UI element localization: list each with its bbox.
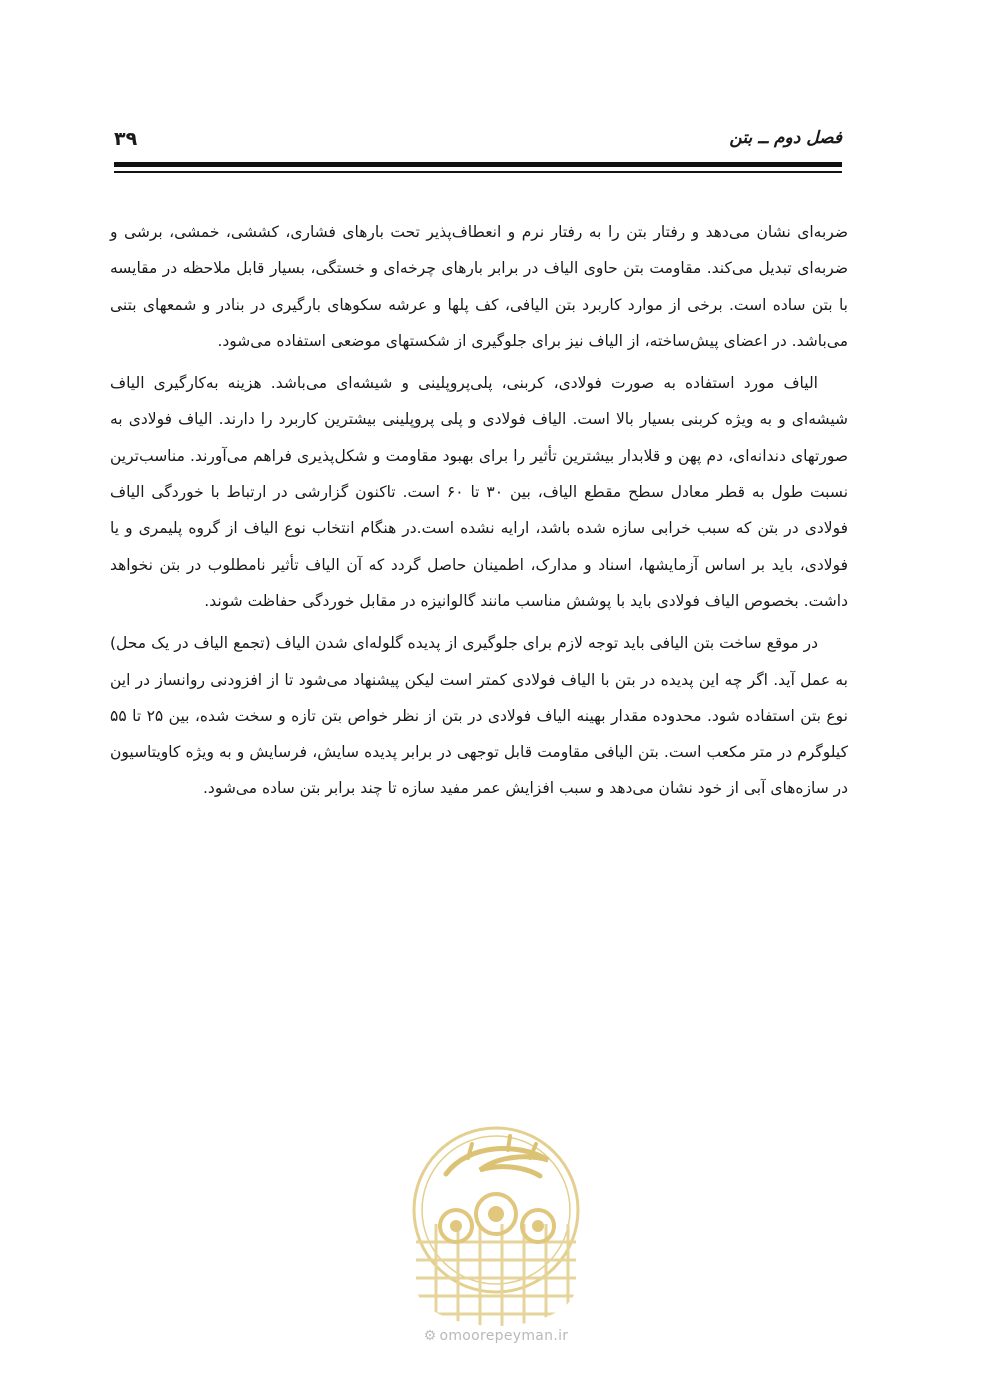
body-text (110, 214, 848, 813)
paragraph-1: ضربه‌ای نشان می‌دهد و رفتار بتن را به رفتار نرم و انعطاف‌پذیر تحت بارهای فشاری، کششی، خمشی، برشی و ضربه‌ای تبدیل می‌کند. مقاومت بتن حاوی الیاف در برابر بارهای چرخه‌ای و خستگی، بسیار قابل ملاحظه در مقایسه با بتن ساده است. برخی از موارد کاربرد بتن الیافی، کف پلها و عرشه سکوهای بارگیری در بنادر و شمعهای بتنی می‌باشد. در اعضای پیش‌ساخته، از الیاف نیز برای جلوگیری از شکستهای موضعی استفاده می‌شود. (110, 223, 848, 350)
page-header (114, 128, 842, 158)
page-number: ۳۹ (114, 128, 138, 150)
header-rule-thin (114, 171, 842, 173)
paragraph-2: الیاف مورد استفاده به صورت فولادی، کربنی، پلی‌پروپلینی و شیشه‌ای می‌باشد. هزینه به‌کارگیری الیاف شیشه‌ای و به ویژه کربنی بسیار بالا است. الیاف فولادی و پلی پروپلینی بیشترین کاربرد را دارند. الیاف فولادی به صورتهای دندانه‌ای، دم پهن و قلابدار بیشترین تأثیر را برای بهبود مقاومت و شکل‌پذیری فراهم می‌آورند. مناسب‌ترین نسبت طول به قطر معادل سطح مقطع الیاف، بین ۳۰ تا ۶۰ است. تاکنون گزارشی در ارتباط با خوردگی الیاف فولادی در بتن که سبب خرابی سازه شده باشد، ارایه نشده است.در هنگام انتخاب نوع الیاف از گروه پلیمری و یا فولادی، باید بر اساس آزمایشها، اسناد و مدارک، اطمینان حاصل گردد که آن الیاف تأثیر نامطلوب در بتن نخواهد داشت. بخصوص الیاف فولادی باید با پوشش مناسب مانند گالوانیزه در مقابل خوردگی حفاظت شوند. (110, 374, 849, 610)
paragraph-3: در موقع ساخت بتن الیافی باید توجه لازم برای جلوگیری از پدیده گلوله‌ای شدن الیاف (تجمع الیاف در یک محل) به عمل آید. اگر چه این پدیده در بتن با الیاف فولادی کمتر است لیکن پیشنهاد می‌شود تا از افزودنی روانساز در این نوع بتن استفاده شود. محدوده مقدار بهینه الیاف فولادی در بتن از نظر خواص بتن تازه و سخت شده، بین ۲۵ تا ۵۵ کیلوگرم در متر مکعب است. بتن الیافی مقاومت قابل توجهی در برابر پدیده سایش، فرسایش و به ویژه کاویتاسیون در سازه‌های آبی از خود نشان می‌دهد و سبب افزایش عمر مفید سازه تا چند برابر بتن ساده می‌شود. (110, 634, 849, 798)
logo-icon: ⚙ (423, 1328, 437, 1344)
watermark-site (0, 1328, 992, 1344)
chapter-title: فصل دوم ــ بتن (729, 128, 842, 148)
watermark-site-text: omoorepeyman.ir (439, 1328, 569, 1344)
watermark-logo-icon (398, 1114, 594, 1326)
header-rule-thick (114, 162, 842, 167)
